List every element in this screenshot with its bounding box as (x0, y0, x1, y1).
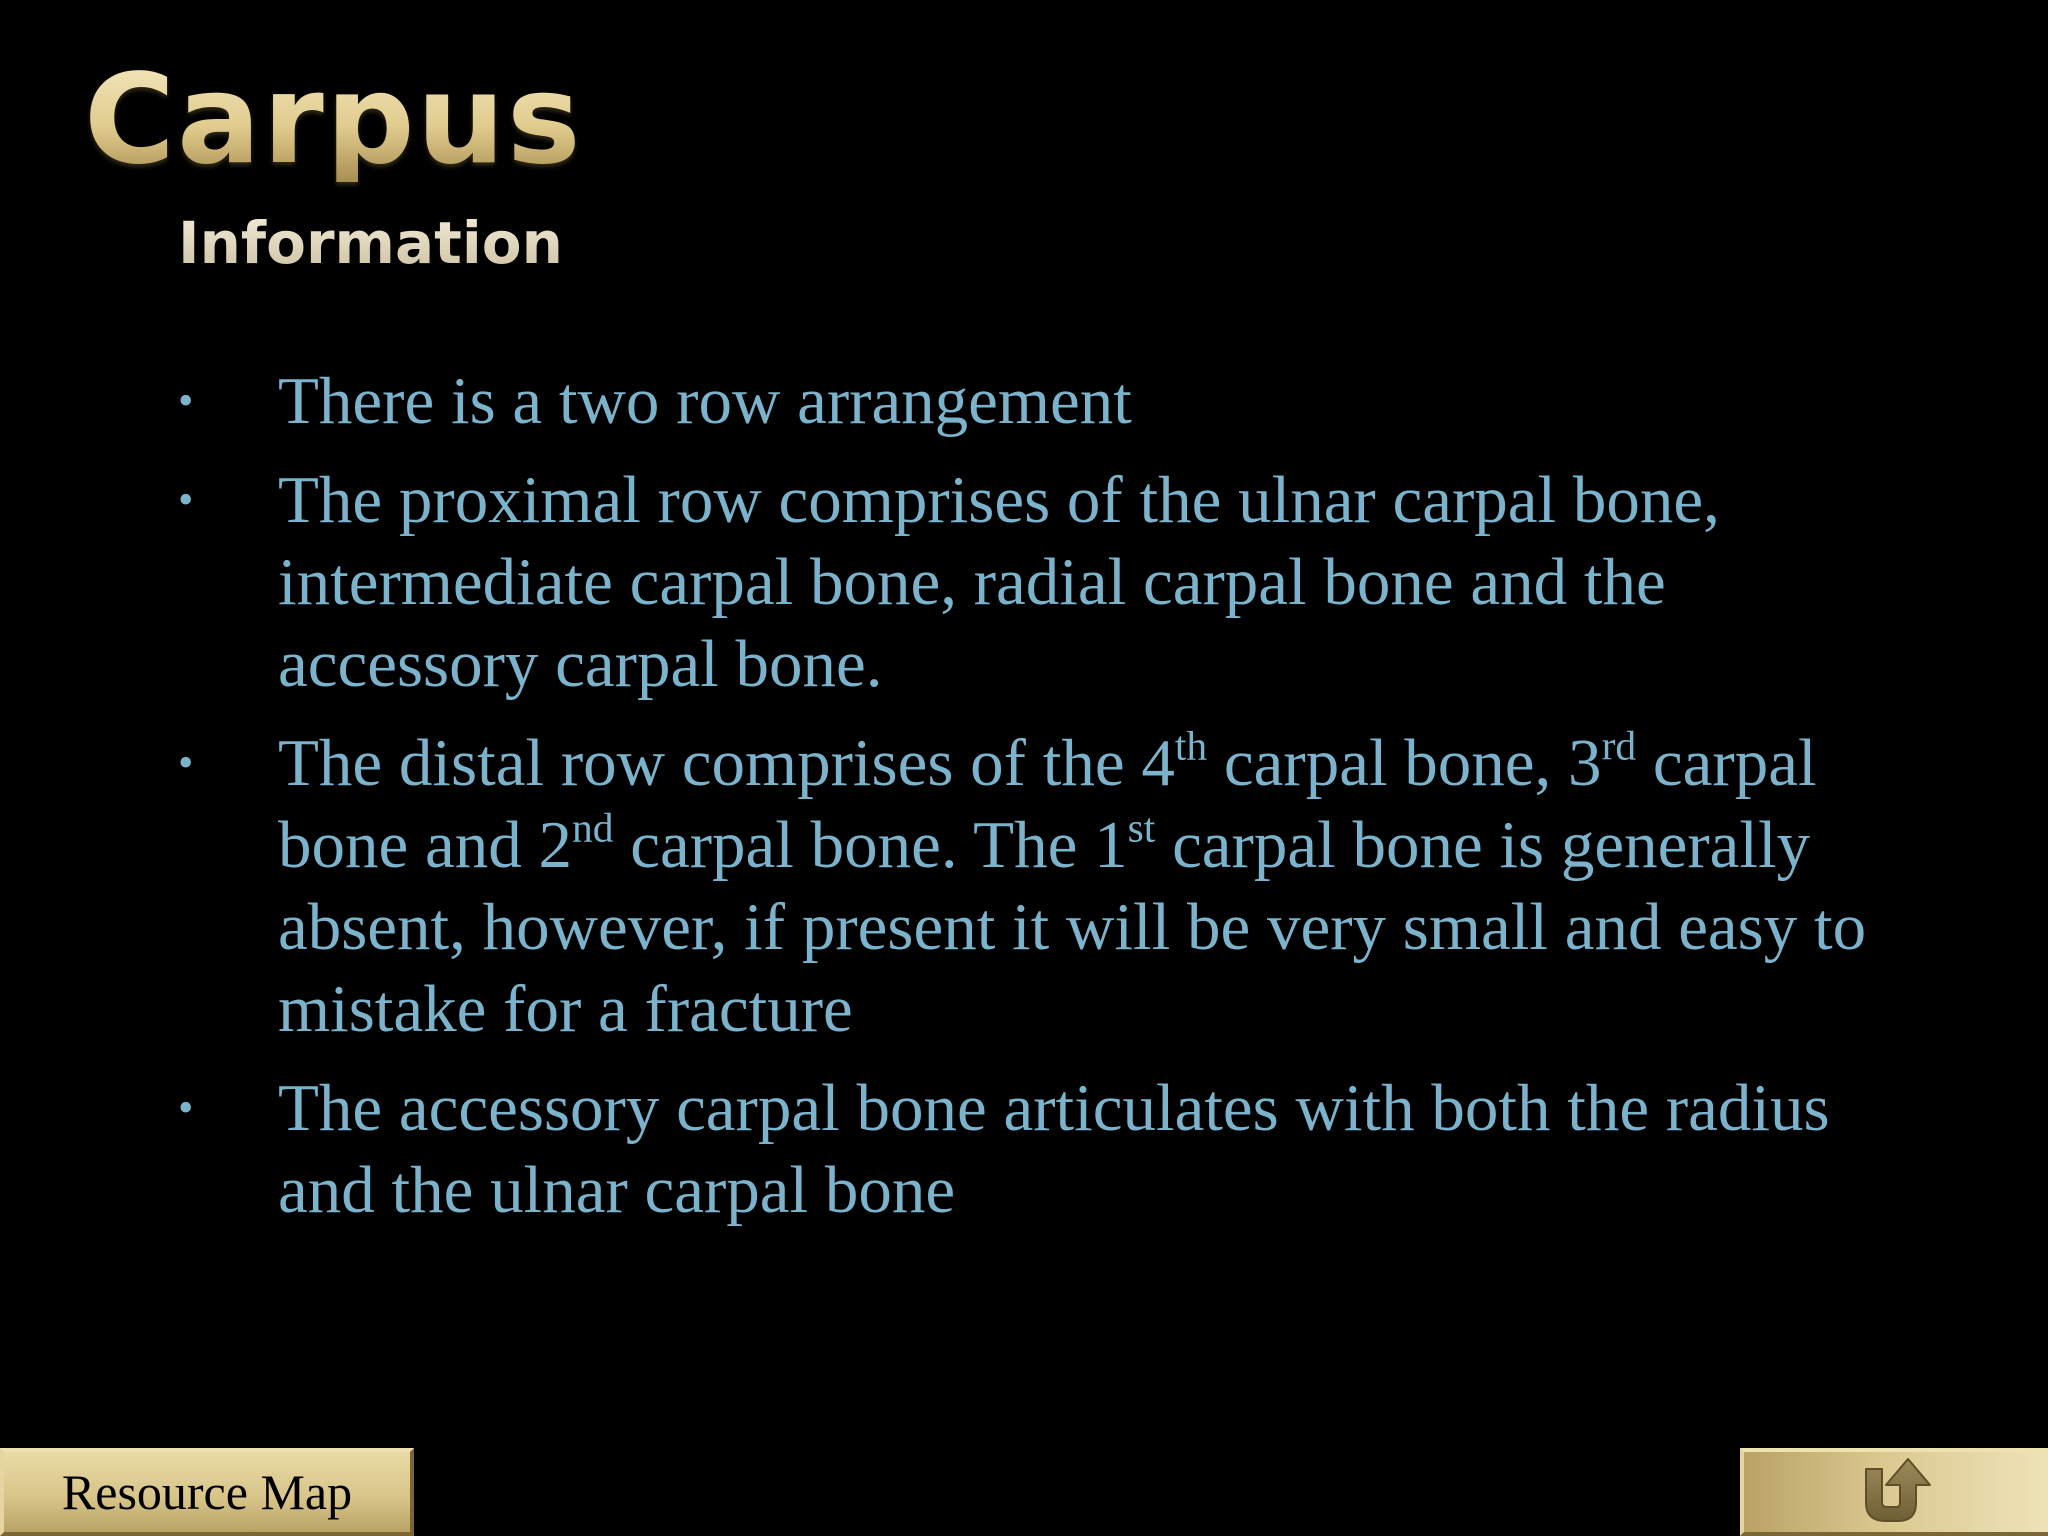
bullet-item (168, 459, 1928, 705)
ordinal-suffix: nd (571, 804, 614, 851)
bullet-text: The proximal row comprises of the ulnar carpal bone, intermediate carpal bone, radial carpal bone and the accessory carpal bone. (278, 463, 1720, 701)
bullet-text-segment: carpal bone and 2 (278, 726, 1817, 882)
bullet-marker: • (178, 475, 194, 524)
bullet-text: There is a two row arrangement (278, 364, 1132, 438)
bullet-text (278, 722, 1867, 1046)
bullet-item (168, 360, 1928, 442)
slide-subtitle: Information (178, 209, 563, 277)
return-arrow-icon (1858, 1457, 1934, 1527)
bullet-marker: • (178, 738, 194, 787)
bullet-text-segment: The distal row comprises of the 4 (278, 726, 1175, 800)
bullet-list (168, 360, 1928, 1248)
resource-map-button[interactable]: Resource Map (0, 1448, 414, 1536)
ordinal-suffix: th (1174, 722, 1208, 769)
ordinal-suffix: rd (1601, 722, 1637, 769)
bullet-marker: • (178, 376, 194, 425)
ordinal-suffix: st (1127, 804, 1156, 851)
bullet-marker: • (178, 1083, 194, 1132)
bullet-text: The accessory carpal bone articulates with both the radius and the ulnar carpal bone (278, 1071, 1830, 1227)
bullet-item (168, 1067, 1928, 1231)
bullet-item (168, 722, 1928, 1050)
bullet-text-segment: carpal bone, 3 (1207, 726, 1602, 800)
bullet-text-segment: carpal bone is generally absent, however, if present it will be very small and easy to mistake for a fracture (278, 808, 1867, 1046)
bullet-text-segment: carpal bone. The 1 (613, 808, 1128, 882)
return-button[interactable] (1740, 1448, 2048, 1536)
slide-title: Carpus (84, 48, 583, 192)
